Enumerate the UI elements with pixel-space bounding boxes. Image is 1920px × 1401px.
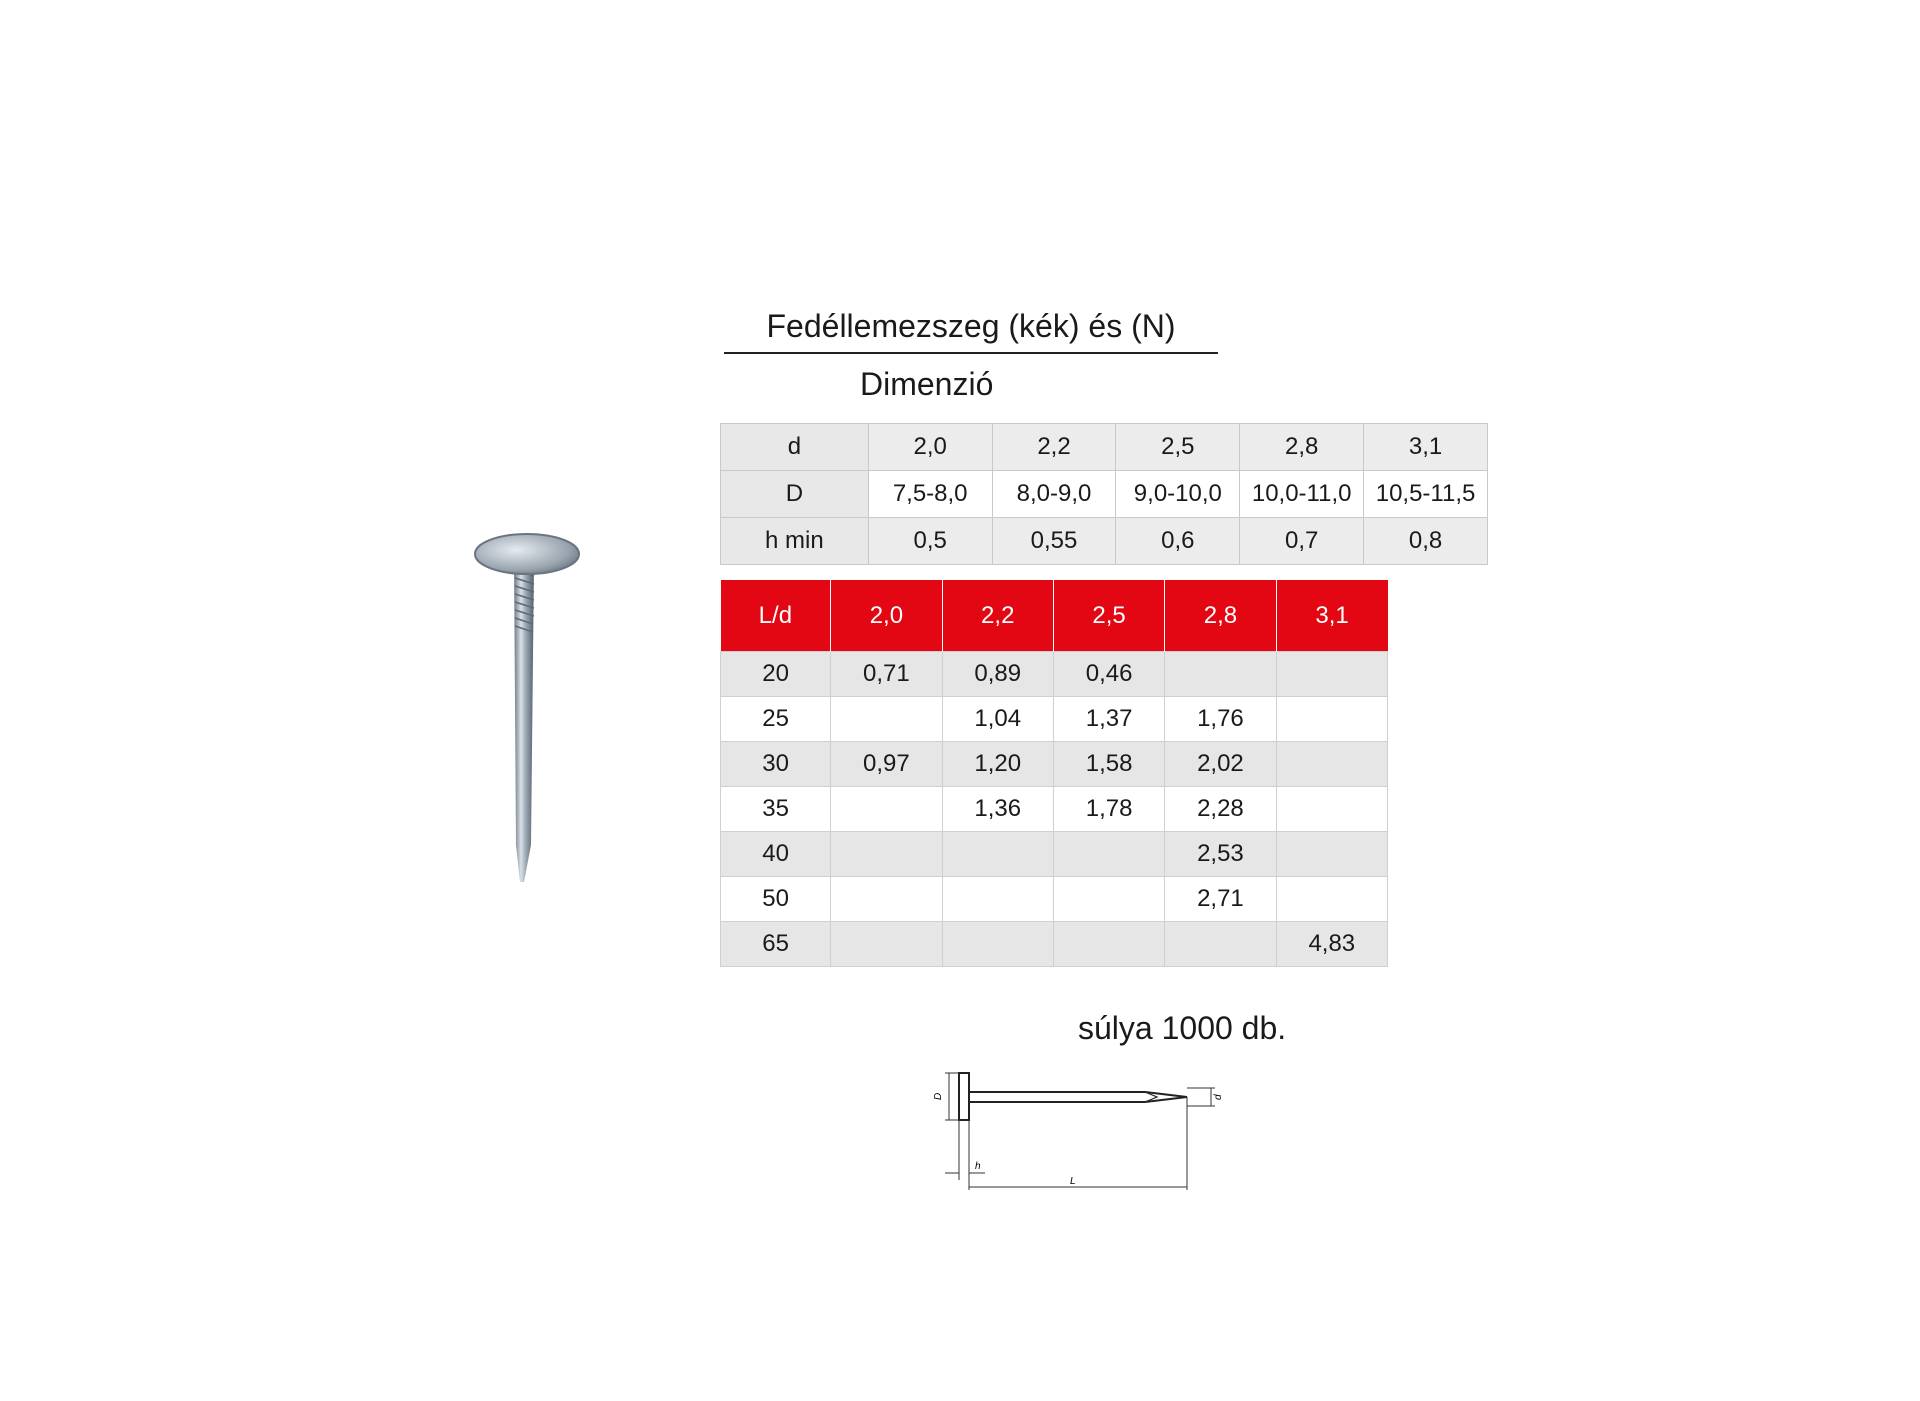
row-label: h min (721, 518, 869, 565)
section-subtitle: Dimenzió (860, 366, 994, 402)
diagram-label-D: D (933, 1092, 944, 1100)
column-header: 2,5 (1053, 580, 1164, 652)
table-cell (1276, 697, 1387, 742)
table-cell (1276, 652, 1387, 697)
table-cell (942, 877, 1053, 922)
diagram-label-L: L (1070, 1176, 1076, 1187)
table-cell: 1,04 (942, 697, 1053, 742)
column-header: 2,2 (942, 580, 1053, 652)
table-cell (1053, 877, 1164, 922)
page-title: Fedéllemezszeg (kék) és (N) (724, 302, 1218, 354)
table-row (721, 787, 1388, 832)
row-label: 50 (721, 877, 831, 922)
table-cell: 0,55 (992, 518, 1116, 565)
column-header: 3,1 (1276, 580, 1387, 652)
table-cell: 1,78 (1053, 787, 1164, 832)
table-cell (1276, 787, 1387, 832)
table-cell: 0,8 (1364, 518, 1488, 565)
row-label: 25 (721, 697, 831, 742)
table-cell (942, 922, 1053, 967)
table-cell: 7,5-8,0 (868, 471, 992, 518)
table-cell (1165, 922, 1276, 967)
table-cell (1276, 877, 1387, 922)
table-cell: 4,83 (1276, 922, 1387, 967)
table-header-row (721, 580, 1388, 652)
diagram-label-d: d (1213, 1094, 1224, 1100)
row-label: D (721, 471, 869, 518)
table-cell: 3,1 (1364, 424, 1488, 471)
table-cell (831, 787, 942, 832)
table-row (721, 424, 1488, 471)
table-cell (942, 832, 1053, 877)
table-cell: 2,71 (1165, 877, 1276, 922)
table-cell (831, 877, 942, 922)
nail-photo-image (470, 530, 600, 900)
weight-table (720, 580, 1388, 967)
row-label: 30 (721, 742, 831, 787)
table-cell: 1,37 (1053, 697, 1164, 742)
table-cell: 9,0-10,0 (1116, 471, 1240, 518)
table-cell: 0,89 (942, 652, 1053, 697)
column-header: 2,8 (1165, 580, 1276, 652)
column-header: 2,0 (831, 580, 942, 652)
table-cell: 2,8 (1240, 424, 1364, 471)
table-cell (1276, 742, 1387, 787)
table-cell: 2,2 (992, 424, 1116, 471)
row-label: 20 (721, 652, 831, 697)
table-cell (1165, 652, 1276, 697)
table-cell (831, 922, 942, 967)
table-cell: 2,0 (868, 424, 992, 471)
table-cell: 2,28 (1165, 787, 1276, 832)
table-cell (1053, 832, 1164, 877)
table-cell: 10,0-11,0 (1240, 471, 1364, 518)
table-cell: 1,36 (942, 787, 1053, 832)
table-cell: 0,5 (868, 518, 992, 565)
table-cell: 1,58 (1053, 742, 1164, 787)
table-cell: 10,5-11,5 (1364, 471, 1488, 518)
weight-caption: súlya 1000 db. (1078, 1010, 1287, 1046)
column-header: L/d (721, 580, 831, 652)
table-row (721, 742, 1388, 787)
row-label: 35 (721, 787, 831, 832)
table-cell (831, 832, 942, 877)
table-cell (1276, 832, 1387, 877)
table-row (721, 471, 1488, 518)
table-cell: 2,53 (1165, 832, 1276, 877)
nail-dimension-diagram (925, 1070, 1265, 1200)
table-cell: 2,02 (1165, 742, 1276, 787)
table-row (721, 832, 1388, 877)
table-cell: 0,7 (1240, 518, 1364, 565)
table-row (721, 877, 1388, 922)
table-cell: 0,97 (831, 742, 942, 787)
table-cell: 0,6 (1116, 518, 1240, 565)
table-row (721, 652, 1388, 697)
table-row (721, 697, 1388, 742)
table-cell: 2,5 (1116, 424, 1240, 471)
dimension-table (720, 423, 1488, 565)
table-cell: 1,76 (1165, 697, 1276, 742)
table-row (721, 518, 1488, 565)
table-cell: 0,71 (831, 652, 942, 697)
table-cell: 1,20 (942, 742, 1053, 787)
row-label: 65 (721, 922, 831, 967)
row-label: d (721, 424, 869, 471)
table-row (721, 922, 1388, 967)
row-label: 40 (721, 832, 831, 877)
table-cell: 8,0-9,0 (992, 471, 1116, 518)
table-cell (831, 697, 942, 742)
table-cell (1053, 922, 1164, 967)
table-cell: 0,46 (1053, 652, 1164, 697)
diagram-label-h: h (975, 1161, 981, 1172)
